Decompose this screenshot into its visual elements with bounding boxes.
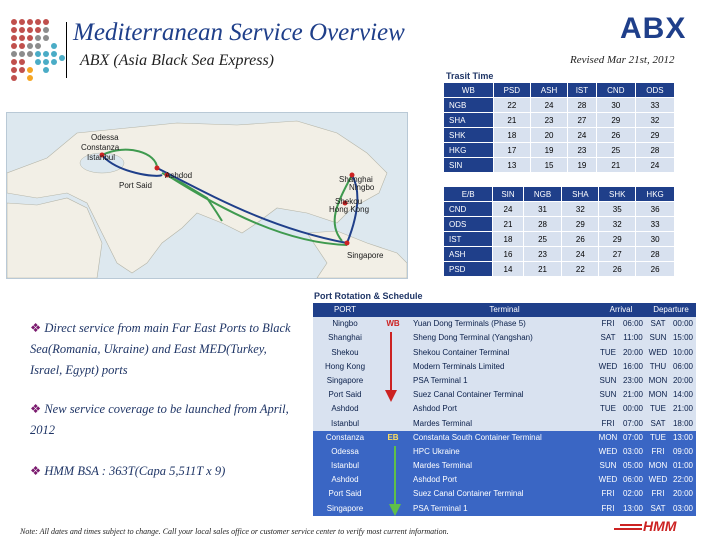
arrival-day: WED [598,446,618,456]
table-row [313,459,696,473]
cell: 26 [599,262,636,277]
row-departure [646,487,696,501]
row-departure [646,402,696,416]
arrival-day: FRI [601,503,615,513]
row-arrival [596,487,646,501]
col-header-arrival: Arrival [596,303,646,317]
table-row [444,158,675,173]
cell: 21 [493,113,530,128]
table-row [444,128,675,143]
departure-day: FRI [651,489,665,499]
cell: 23 [530,113,567,128]
cell: 24 [493,202,523,217]
page-subtitle: ABX (Asia Black Sea Express) [80,52,275,69]
row-terminal: Suez Canal Container Terminal [413,489,524,499]
route-map [6,112,408,279]
row-arrival [596,402,646,416]
departure-day: WED [648,347,668,357]
header-divider [66,22,67,78]
departure-day: TUE [650,404,666,414]
row-terminal: Mardes Terminal [413,461,472,471]
map-label-ashdod: Ashdod [165,171,193,180]
cell: 32 [562,202,599,217]
service-brand: ABX [620,12,687,45]
cell: 18 [493,232,523,247]
arrival-time: 06:00 [622,475,644,485]
row-port: Hong Kong [324,361,366,371]
arrival-day: WED [598,475,618,485]
departure-time: 01:00 [672,461,694,471]
row-port: Port Said [328,390,362,400]
arrival-time: 07:00 [622,418,644,428]
table-row [313,487,696,501]
departure-day: MON [648,461,668,471]
bullet-diamond-icon: ❖ [30,464,45,478]
logo-stripe [614,528,642,530]
row-port: Ashdod [331,475,359,485]
row-arrival [596,331,646,345]
table-row [444,98,675,113]
departure-time: 20:00 [672,375,694,385]
row-port: Ningbo [332,319,358,329]
col-header: NGB [523,187,562,202]
cell: 22 [562,262,599,277]
cell: 20 [530,128,567,143]
departure-time: 06:00 [672,361,694,371]
cell: 21 [493,217,523,232]
col-header: HKG [636,187,675,202]
table-row [444,143,675,158]
arrival-time: 00:00 [622,404,644,414]
arrival-time: 05:00 [622,461,644,471]
row-arrival [596,502,646,516]
table-row [313,473,696,487]
arrival-time: 23:00 [622,375,644,385]
cell: 32 [635,113,674,128]
transit-header-row [444,83,675,98]
bullet-diamond-icon: ❖ [30,321,45,335]
col-header-dir [377,303,409,317]
table-row [313,346,696,360]
row-port: Shanghai [328,333,362,343]
bullet-text: New service coverage to be launched from April, 2012 [30,402,289,437]
table-row [313,417,696,431]
cell: 33 [635,98,674,113]
map-label-istanbul: Istanbul [87,153,116,162]
cell: 36 [636,202,675,217]
map-label-ningbo: Ningbo [349,183,375,192]
row-port: IST [444,232,493,247]
row-departure [646,445,696,459]
cell: 28 [635,143,674,158]
cell: 21 [596,158,635,173]
cell: 26 [596,128,635,143]
bullet-text: HMM BSA : 363T(Capa 5,511T x 9) [44,464,226,478]
row-arrival [596,459,646,473]
row-departure [646,388,696,402]
cell: 16 [493,247,523,262]
cell: 23 [523,247,562,262]
departure-time: 10:00 [672,347,694,357]
cell: 23 [568,143,597,158]
row-port: Odessa [331,446,359,456]
row-arrival [596,317,646,331]
table-row [313,388,696,402]
arrival-day: WED [598,361,618,371]
cell: 29 [562,217,599,232]
departure-time: 00:00 [672,319,694,329]
departure-time: 21:00 [672,404,694,414]
col-header: SHA [562,187,599,202]
col-header: SIN [493,187,523,202]
row-terminal: PSA Terminal 1 [413,503,468,513]
row-port: Port Said [328,489,362,499]
arrival-day: FRI [601,489,615,499]
departure-day: THU [649,361,667,371]
row-port: SIN [444,158,494,173]
transit-header-row [444,187,675,202]
table-row [313,431,696,445]
cell: 32 [599,217,636,232]
rotation-header-row [313,303,696,317]
arrival-time: 21:00 [622,390,644,400]
row-port: Constanza [325,432,365,442]
table-row [313,374,696,388]
cell: 27 [568,113,597,128]
departure-time: 09:00 [672,446,694,456]
cell: 17 [493,143,530,158]
map-label-hong-kong: Hong Kong [329,205,370,214]
row-departure [646,459,696,473]
departure-day: SAT [650,319,666,329]
arrival-time: 13:00 [622,503,644,513]
revised-date: Revised Mar 21st, 2012 [570,54,675,66]
cell: 15 [530,158,567,173]
col-header-terminal: Terminal [409,303,596,317]
arrival-time: 11:00 [623,333,643,343]
cell: 14 [493,262,523,277]
row-arrival [596,374,646,388]
departure-time: 13:00 [672,432,694,442]
cell: 26 [562,232,599,247]
row-port: Istanbul [330,418,360,428]
cell: 29 [596,113,635,128]
row-terminal: HPC Ukraine [413,446,460,456]
cell: 24 [568,128,597,143]
arrival-time: 07:00 [622,432,644,442]
col-header-departure: Departure [646,303,696,317]
col-header: WB [444,83,494,98]
map-label-shekou: Shekou [335,197,363,206]
col-header: ODS [635,83,674,98]
departure-time: 03:00 [672,503,694,513]
cell: 25 [523,232,562,247]
row-terminal: Constanta South Container Terminal [413,432,542,442]
row-direction: EB [387,432,399,442]
col-header-port: PORT [313,303,377,317]
cell: 24 [530,98,567,113]
col-header: ASH [530,83,567,98]
arrival-day: SUN [599,390,617,400]
row-terminal: Sheng Dong Terminal (Yangshan) [413,333,533,343]
table-row [444,113,675,128]
arrival-day: SAT [600,333,616,343]
table-row [313,317,696,331]
logo-stripe [620,524,642,526]
row-departure [646,473,696,487]
row-arrival [596,360,646,374]
transit-table-wb [443,82,675,173]
cell: 29 [599,232,636,247]
departure-day: FRI [651,446,665,456]
row-terminal: Yuan Dong Terminals (Phase 5) [413,319,526,329]
table-row [313,402,696,416]
map-label-singapore: Singapore [347,251,384,260]
cell: 25 [596,143,635,158]
arrival-day: TUE [600,404,616,414]
row-direction: WB [386,319,400,329]
cell: 30 [596,98,635,113]
cell: 29 [635,128,674,143]
arrival-day: SUN [599,461,617,471]
departure-time: 15:00 [672,333,694,343]
table-row [444,262,675,277]
departure-day: SAT [650,503,666,513]
row-port: NGB [444,98,494,113]
arrival-time: 16:00 [622,361,644,371]
table-row [444,202,675,217]
row-departure [646,502,696,516]
table-row [444,247,675,262]
bullet-new-coverage [30,399,300,441]
table-row [313,360,696,374]
row-port: SHA [444,113,494,128]
cell: 28 [636,247,675,262]
row-port: Shekou [331,347,359,357]
row-terminal: Mardes Terminal [413,418,472,428]
transit-table-eb [443,186,675,277]
page-title: Mediterranean Service Overview [73,19,405,46]
row-departure [646,374,696,388]
table-row [313,445,696,459]
row-port: ASH [444,247,493,262]
eastbound-arrow-icon [388,446,402,516]
cell: 35 [599,202,636,217]
departure-time: 18:00 [672,418,694,428]
row-arrival [596,445,646,459]
row-direction [377,402,409,416]
arrival-time: 02:00 [622,489,644,499]
row-terminal: Shekou Container Terminal [413,347,510,357]
col-header: CND [596,83,635,98]
arrival-day: FRI [601,319,615,329]
row-terminal: Ashdod Port [413,404,458,414]
row-departure [646,346,696,360]
cell: 13 [493,158,530,173]
map-label-port-said: Port Said [119,181,152,190]
arrival-day: TUE [600,347,616,357]
arrival-day: MON [598,432,618,442]
row-departure [646,360,696,374]
cell: 24 [635,158,674,173]
departure-time: 14:00 [672,390,694,400]
rotation-table [313,303,696,516]
cell: 19 [568,158,597,173]
table-row [444,217,675,232]
departure-day: MON [648,390,668,400]
cell: 21 [523,262,562,277]
footer-note: Note: All dates and times subject to change. Call your local sales office or customer service center to verify most current information. [20,527,449,536]
cell: 30 [636,232,675,247]
row-terminal: PSA Terminal 1 [413,375,468,385]
row-terminal: Suez Canal Container Terminal [413,390,524,400]
row-arrival [596,346,646,360]
cell: 18 [493,128,530,143]
bullet-bsa [30,461,300,482]
departure-day: MON [648,375,668,385]
row-port: HKG [444,143,494,158]
row-arrival [596,417,646,431]
row-departure [646,331,696,345]
bullet-text: Direct service from main Far East Ports to Black Sea(Romania, Ukraine) and East MED(Turkey, Israel, Egypt) ports [30,321,291,377]
row-port: ODS [444,217,493,232]
row-port: Singapore [326,503,364,513]
map-label-shanghai: Shanghai [339,175,373,184]
table-row [313,331,696,345]
departure-day: TUE [650,432,666,442]
cell: 24 [562,247,599,262]
bullet-direct-service [30,318,300,381]
col-header: PSD [493,83,530,98]
row-port: Singapore [326,375,364,385]
row-port: Istanbul [330,461,360,471]
cell: 19 [530,143,567,158]
arrival-time: 06:00 [622,319,644,329]
departure-day: SAT [650,418,666,428]
arrival-time: 03:00 [622,446,644,456]
map-label-odessa: Odessa [91,133,119,142]
row-terminal: Modern Terminals Limited [413,361,505,371]
table-row [444,232,675,247]
arrival-time: 20:00 [622,347,644,357]
row-arrival [596,388,646,402]
decorative-dot-grid [10,18,65,82]
row-port: CND [444,202,493,217]
row-port: Ashdod [331,404,359,414]
col-header: SHK [599,187,636,202]
departure-time: 20:00 [672,489,694,499]
transit-time-title: Trasit Time [446,71,494,81]
arrival-day: SUN [599,375,617,385]
cell: 26 [636,262,675,277]
arrival-day: FRI [601,418,615,428]
cell: 28 [568,98,597,113]
row-arrival [596,473,646,487]
row-departure [646,317,696,331]
departure-day: WED [648,475,668,485]
cell: 28 [523,217,562,232]
col-header: E/B [444,187,493,202]
cell: 33 [636,217,675,232]
row-departure [646,417,696,431]
row-port: SHK [444,128,494,143]
row-departure [646,431,696,445]
cell: 22 [493,98,530,113]
rotation-title: Port Rotation & Schedule [314,291,423,301]
departure-day: SUN [649,333,667,343]
cell: 31 [523,202,562,217]
row-arrival [596,431,646,445]
row-terminal: Ashdod Port [413,475,458,485]
table-row [313,502,696,516]
row-direction [377,417,409,431]
westbound-arrow-icon [384,332,398,402]
hmm-logo: HMM [643,518,677,534]
cell: 27 [599,247,636,262]
map-label-constanza: Constanza [81,143,120,152]
row-port: PSD [444,262,493,277]
bullet-diamond-icon: ❖ [30,402,45,416]
departure-time: 22:00 [672,475,694,485]
col-header: IST [568,83,597,98]
